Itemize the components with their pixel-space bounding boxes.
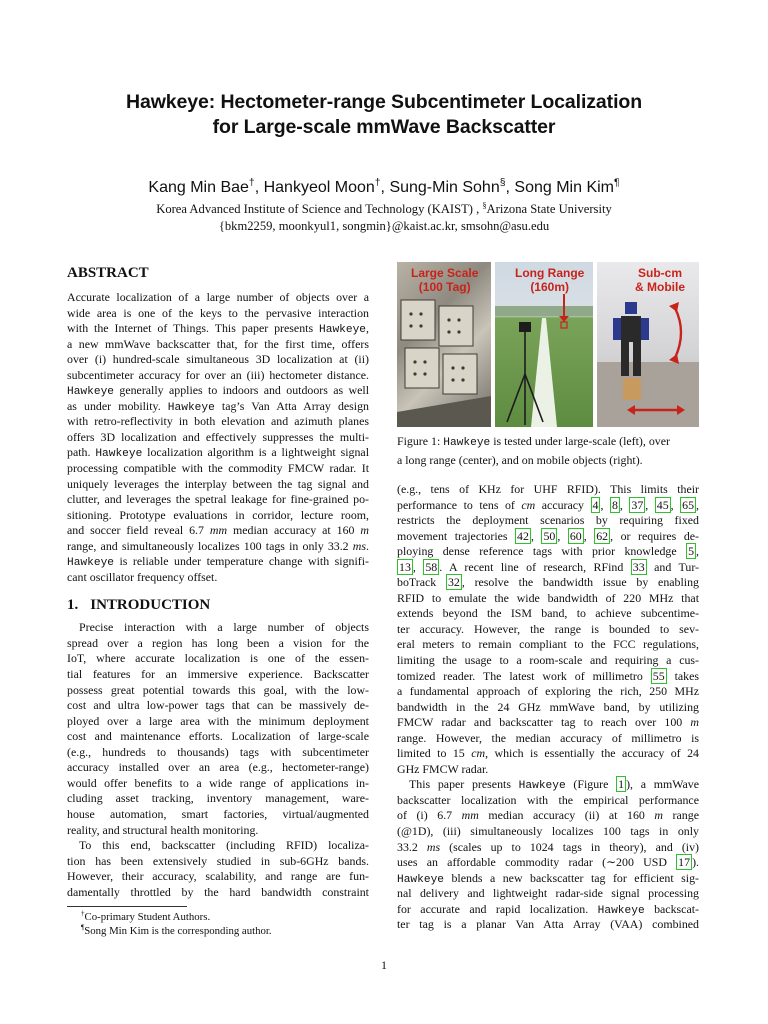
body-line: ter tag is a planar Van Atta Array (VAA) combined xyxy=(397,917,699,932)
author-2: Hankyeol Moon xyxy=(263,179,375,196)
body-line: (e.g., tens of KHz for UHF RFID). This limits their xyxy=(397,482,699,496)
author-1-mark: † xyxy=(248,177,255,189)
footnote-mark: † xyxy=(81,909,85,918)
abstract-line xyxy=(67,554,369,570)
citation-link[interactable]: 37 xyxy=(631,497,644,512)
abstract-text: range, and simultaneously localizes 100 tags in only 33.2 xyxy=(67,538,353,553)
intro-line: would offer benefits to a wide range of applications in- xyxy=(67,775,369,790)
citation-link[interactable]: 62 xyxy=(596,528,609,543)
citation-link[interactable]: 5 xyxy=(688,544,695,559)
tree-line xyxy=(495,306,593,316)
figure-label-long-range xyxy=(515,266,584,294)
abstract-line xyxy=(67,539,369,555)
author-3: Sung-Min Sohn xyxy=(389,179,500,196)
section-number: 1. xyxy=(67,597,79,614)
body-text: for accurate and rapid localization. xyxy=(397,901,598,916)
body-text: backscat- xyxy=(644,901,699,916)
body-line: (@1D), (iii) simultaneously localizes 100 tags in only xyxy=(397,824,699,839)
author-separator: , xyxy=(254,179,264,196)
body-line xyxy=(397,715,699,731)
system-name: Hawkeye xyxy=(319,324,367,337)
body-text: uses an affordable commodity radar (∼200 USD xyxy=(397,855,677,870)
body-line: bandwidth in the 24 GHz mmWave band, by utilizing xyxy=(397,699,699,714)
affiliation-2: Arizona State University xyxy=(486,202,612,216)
affiliation-block xyxy=(40,201,728,235)
section-title: INTRODUCTION xyxy=(90,597,211,614)
body-text: and Tur- xyxy=(646,559,699,574)
figure-label-mobile xyxy=(635,266,685,294)
abstract-line: offers 3D localization and effectively suppresses the multi- xyxy=(67,429,369,444)
intro-line: damentally throttled by the hard bandwidth constraint xyxy=(67,884,369,899)
body-text: ploying dense reference tags with prior knowledge xyxy=(397,544,687,559)
intro-line: accuracy installed over an area (e.g., hectometer-range) xyxy=(67,760,369,775)
figure-caption xyxy=(397,433,699,469)
footnote-2 xyxy=(67,924,369,938)
abstract-text: generally applies to indoors and outdoors as well xyxy=(114,383,369,398)
intro-line: ployed over a large area with the minimum deployment xyxy=(67,713,369,728)
body-line xyxy=(397,746,699,762)
intro-line: IoT, where accurate localization is one of the essen- xyxy=(67,651,369,666)
body-text: 33.2 xyxy=(397,839,427,854)
body-line: extends beyond the ISM band, to achieve subcentime- xyxy=(397,606,699,621)
caption-text: Figure 1: xyxy=(397,434,444,448)
intro-line: house automation, smart factories, virtual/augmented xyxy=(67,806,369,821)
footnote-mark: ¶ xyxy=(81,923,85,932)
abstract-line: with retro-reflectivity in both elevation and azimuth planes xyxy=(67,414,369,429)
figure-label-text: & Mobile xyxy=(635,280,685,294)
body-line: a fundamental approach of exploring the rich, 250 MHz xyxy=(397,684,699,699)
body-text: median accuracy (ii) at 160 xyxy=(478,808,655,823)
unit: ms xyxy=(426,839,441,854)
target-box xyxy=(561,322,567,328)
body-line: RFID to emulate the wide bandwidth of 220 MHz that xyxy=(397,590,699,605)
caption-line xyxy=(397,433,699,452)
abstract-line xyxy=(67,383,369,399)
abstract-text: and soccer field reveal 6.7 xyxy=(67,523,210,538)
paper-title xyxy=(40,90,728,140)
system-name: Hawkeye xyxy=(67,557,114,570)
unit: ms xyxy=(352,538,367,553)
body-text: range xyxy=(663,808,699,823)
abstract-line: a new mmWave backscatter that, for the first time, offers xyxy=(67,336,369,351)
citation-link[interactable]: 58 xyxy=(425,559,438,574)
intro-line: cluding asset tracking, inventory management, ware- xyxy=(67,791,369,806)
intro-continued-body xyxy=(397,482,699,933)
body-line: eral meters to remain compliant to the FCC regulations, xyxy=(397,637,699,652)
abstract-text: with the Internet of Things. This paper presents xyxy=(67,321,320,336)
body-line xyxy=(397,902,699,918)
title-line-1: Hawkeye: Hectometer-range Subcentimeter Localization xyxy=(125,91,643,113)
body-text: (scales up to 1024 tags in theory), and (iv) xyxy=(440,839,699,854)
citation-link[interactable]: 17 xyxy=(678,855,691,870)
intro-line: Precise interaction with a large number of objects xyxy=(79,620,369,635)
left-column xyxy=(67,263,369,938)
body-line xyxy=(397,808,699,824)
body-text: , which is essentially the accuracy of 24 xyxy=(485,746,699,761)
author-2-mark: † xyxy=(374,177,381,189)
abstract-line: sitioning. Prototype evaluations in corridor, lecture room, xyxy=(67,507,369,522)
author-3-mark: § xyxy=(499,177,506,189)
author-separator: , xyxy=(505,179,515,196)
abstract-line: cant oscillator frequency offset. xyxy=(67,569,218,584)
right-column xyxy=(397,262,699,933)
abstract-text: , xyxy=(366,321,369,336)
body-line xyxy=(397,871,699,887)
unit: m xyxy=(654,808,663,823)
intro-line: cost and maintenance efforts. Localization of large-scale xyxy=(67,729,369,744)
unit: m xyxy=(690,715,699,730)
footnote-text: Co-primary Student Authors. xyxy=(84,911,211,924)
figure-panel-long-range xyxy=(495,262,593,427)
figure-label-text: Sub-cm xyxy=(637,266,682,280)
author-separator: , xyxy=(380,179,390,196)
citation-link[interactable]: 33 xyxy=(632,559,645,574)
figure-label-text: Large Scale xyxy=(411,266,479,280)
body-line xyxy=(397,669,699,685)
author-list xyxy=(40,177,728,199)
intro-line: reality, and structural health monitoring. xyxy=(67,822,259,837)
body-text: , or requires de- xyxy=(610,528,700,543)
radar-device xyxy=(519,322,531,332)
system-name: Hawkeye xyxy=(397,873,444,886)
body-text: ), a mmWave xyxy=(626,777,699,792)
affiliation-1: Korea Advanced Institute of Science and Technology (KAIST) , xyxy=(156,202,483,216)
abstract-heading: ABSTRACT xyxy=(67,265,149,281)
citation-link[interactable]: 4 xyxy=(592,497,599,512)
figure-ref-link[interactable]: 1 xyxy=(618,777,625,792)
footnote-1 xyxy=(67,910,369,924)
tag-board xyxy=(405,348,439,388)
citation-link[interactable]: 55 xyxy=(652,668,665,683)
unit: mm xyxy=(461,808,479,823)
body-line: 13 , 58 . A recent line of research, RFind 33 and Tur- xyxy=(399,559,699,574)
body-text: boTrack xyxy=(397,575,446,590)
unit: cm xyxy=(521,497,536,512)
unit: m xyxy=(360,523,369,538)
figure-panel-large-scale xyxy=(397,262,491,427)
body-line: ter accuracy. However, the range is bounded to sev- xyxy=(397,621,699,636)
footnote-text: Song Min Kim is the corresponding author. xyxy=(84,925,272,938)
system-name: Hawkeye xyxy=(95,448,143,461)
body-line: limiting the usage to a room-scale and requiring a cus- xyxy=(397,653,699,668)
body-line xyxy=(397,840,699,856)
abstract-text: median accuracy at 160 xyxy=(227,523,361,538)
intro-line: However, their accuracy, scalability, and range are fun- xyxy=(67,869,369,884)
abstract-line: subcentimeter accuracy for over an (iii) hectometer distance. xyxy=(67,367,369,382)
tag-board xyxy=(401,300,435,340)
page-number: 1 xyxy=(381,958,387,972)
body-line xyxy=(397,777,699,793)
abstract-line: Accurate localization of a large number of objects over a xyxy=(67,290,369,304)
abstract-text: localization algorithm is a lightweight signal xyxy=(142,445,369,460)
body-text: This paper presents xyxy=(409,777,519,792)
body-line: nal delivery and lightweight radar-side signal processing xyxy=(397,886,699,901)
system-name: Hawkeye xyxy=(597,904,645,917)
section-heading-introduction xyxy=(67,595,369,615)
abstract-text: path. xyxy=(67,445,96,460)
citation-link[interactable]: 32 xyxy=(447,575,460,590)
body-text: limited to 15 xyxy=(397,746,472,761)
caption-text: is tested under large-scale (left), over xyxy=(490,434,670,448)
abstract-line xyxy=(67,445,369,461)
footnote-rule xyxy=(67,906,187,907)
introduction-body xyxy=(67,620,369,900)
figure-label-text: (100 Tag) xyxy=(418,280,471,294)
abstract-line: wide area is one of the keys to the pervasive interaction xyxy=(67,305,369,320)
author-4: Song Min Kim xyxy=(514,179,614,196)
intro-line: tial features for an immersive experience. Backscatter xyxy=(67,667,369,682)
unit: mm xyxy=(209,523,228,538)
citation-link[interactable]: 45 xyxy=(656,497,669,512)
body-line: range. However, the median accuracy of millimetro is xyxy=(397,730,699,745)
figure-panel-mobile xyxy=(597,262,699,427)
body-line: GHz FMCW radar. xyxy=(397,761,489,776)
motion-arrow-vertical xyxy=(675,308,681,358)
body-text: takes xyxy=(666,668,700,683)
caption-line: a long range (center), and on mobile objects (right). xyxy=(397,453,643,467)
body-text: FMCW radar and backscatter tag to reach over 100 xyxy=(397,715,691,730)
intro-line: To this end, backscatter (including RFID) localiza- xyxy=(79,838,369,853)
floor-shadow xyxy=(397,396,491,427)
abstract-line xyxy=(67,321,369,337)
intro-line: tion has been extensively studied in sub-6GHz bands. xyxy=(67,853,369,868)
figure-label-text: (160m) xyxy=(530,280,569,294)
intro-line: (e.g., hundreds to thousands) tags with subcentimeter xyxy=(67,744,369,759)
body-line xyxy=(397,855,699,871)
field-line xyxy=(531,318,557,427)
floor xyxy=(597,362,699,427)
system-name: Hawkeye xyxy=(167,401,215,414)
range-arrowhead xyxy=(559,316,569,322)
citation-link[interactable]: 42 xyxy=(517,528,529,543)
figure-label-text: Long Range xyxy=(515,266,585,280)
body-text: of (i) 6.7 xyxy=(397,808,462,823)
abstract-text: is reliable under temperature change with signifi- xyxy=(114,554,369,569)
tag-board xyxy=(443,354,477,394)
abstract-line: processing compatible with the commodity FMCW radar. It xyxy=(67,461,369,476)
citation-link[interactable]: 60 xyxy=(569,528,582,543)
affiliation-2-mark: § xyxy=(482,200,487,210)
author-1: Kang Min Bae xyxy=(148,179,249,196)
body-line: performance to tens of cm accuracy 4 , 8 , 37 , 45 , 65 , xyxy=(397,497,700,512)
system-name: Hawkeye xyxy=(67,386,114,399)
system-name: Hawkeye xyxy=(443,437,491,449)
abstract-line xyxy=(67,399,369,415)
abstract-text: . xyxy=(366,538,369,553)
body-line: restricts the deployment scenarios by requiring fixed xyxy=(397,513,699,528)
abstract-line: uniquely leverages the interplay between the tag signal and xyxy=(67,476,369,491)
body-text: ). xyxy=(692,855,699,870)
body-text: performance to tens of xyxy=(397,497,522,512)
abstract-line: clutter, and leverages the spetral leakage for fine-grained po- xyxy=(67,492,369,507)
author-4-mark: ¶ xyxy=(614,177,620,189)
body-line: ploying dense reference tags with prior knowledge 5 , xyxy=(397,544,699,559)
body-text: tomized reader. The latest work of millimetro xyxy=(397,668,651,683)
body-text: (Figure xyxy=(565,777,617,792)
figure-label-large-scale xyxy=(411,266,478,294)
system-name: Hawkeye xyxy=(518,780,566,793)
author-emails: {bkm2259, moonkyul1, songmin}@kaist.ac.kr, smsohn@asu.edu xyxy=(218,219,550,233)
intro-line: possess great potential towards this goal, with the low- xyxy=(67,682,369,697)
intro-line: spread over a region has long been a vision for the xyxy=(67,635,369,650)
citation-link[interactable]: 50 xyxy=(543,528,556,543)
abstract-text: as under mobility. xyxy=(67,398,168,413)
body-text: blends a new backscatter tag for efficient sig- xyxy=(444,870,699,885)
title-line-2: for Large-scale mmWave Backscatter xyxy=(212,116,556,138)
intro-line: cost and ultra low-power tags that can be massively de- xyxy=(67,698,369,713)
body-text: movement trajectories xyxy=(397,528,516,543)
citation-link[interactable]: 65 xyxy=(682,497,695,512)
citation-link[interactable]: 8 xyxy=(611,497,618,512)
body-line: backscatter localization with the empirical performance xyxy=(397,792,699,807)
body-text: . A recent line of research, RFind xyxy=(439,559,631,574)
body-line: movement trajectories 42 , 50 , 60 , 62 , or requires de- xyxy=(397,528,700,543)
figure-1 xyxy=(397,262,699,427)
unit: cm xyxy=(471,746,486,761)
abstract-line xyxy=(67,523,369,539)
tag-board xyxy=(439,306,473,346)
abstract-line: over (i) hundred-scale simultaneous 3D localization at (ii) xyxy=(67,352,369,367)
body-text: accuracy xyxy=(535,497,591,512)
abstract-text: tag’s Van Atta Array design xyxy=(214,398,369,413)
abstract-body xyxy=(67,290,369,585)
body-line xyxy=(397,575,699,591)
citation-link[interactable]: 13 xyxy=(399,559,411,574)
body-text: , resolve the bandwidth issue by enabling xyxy=(461,575,699,590)
